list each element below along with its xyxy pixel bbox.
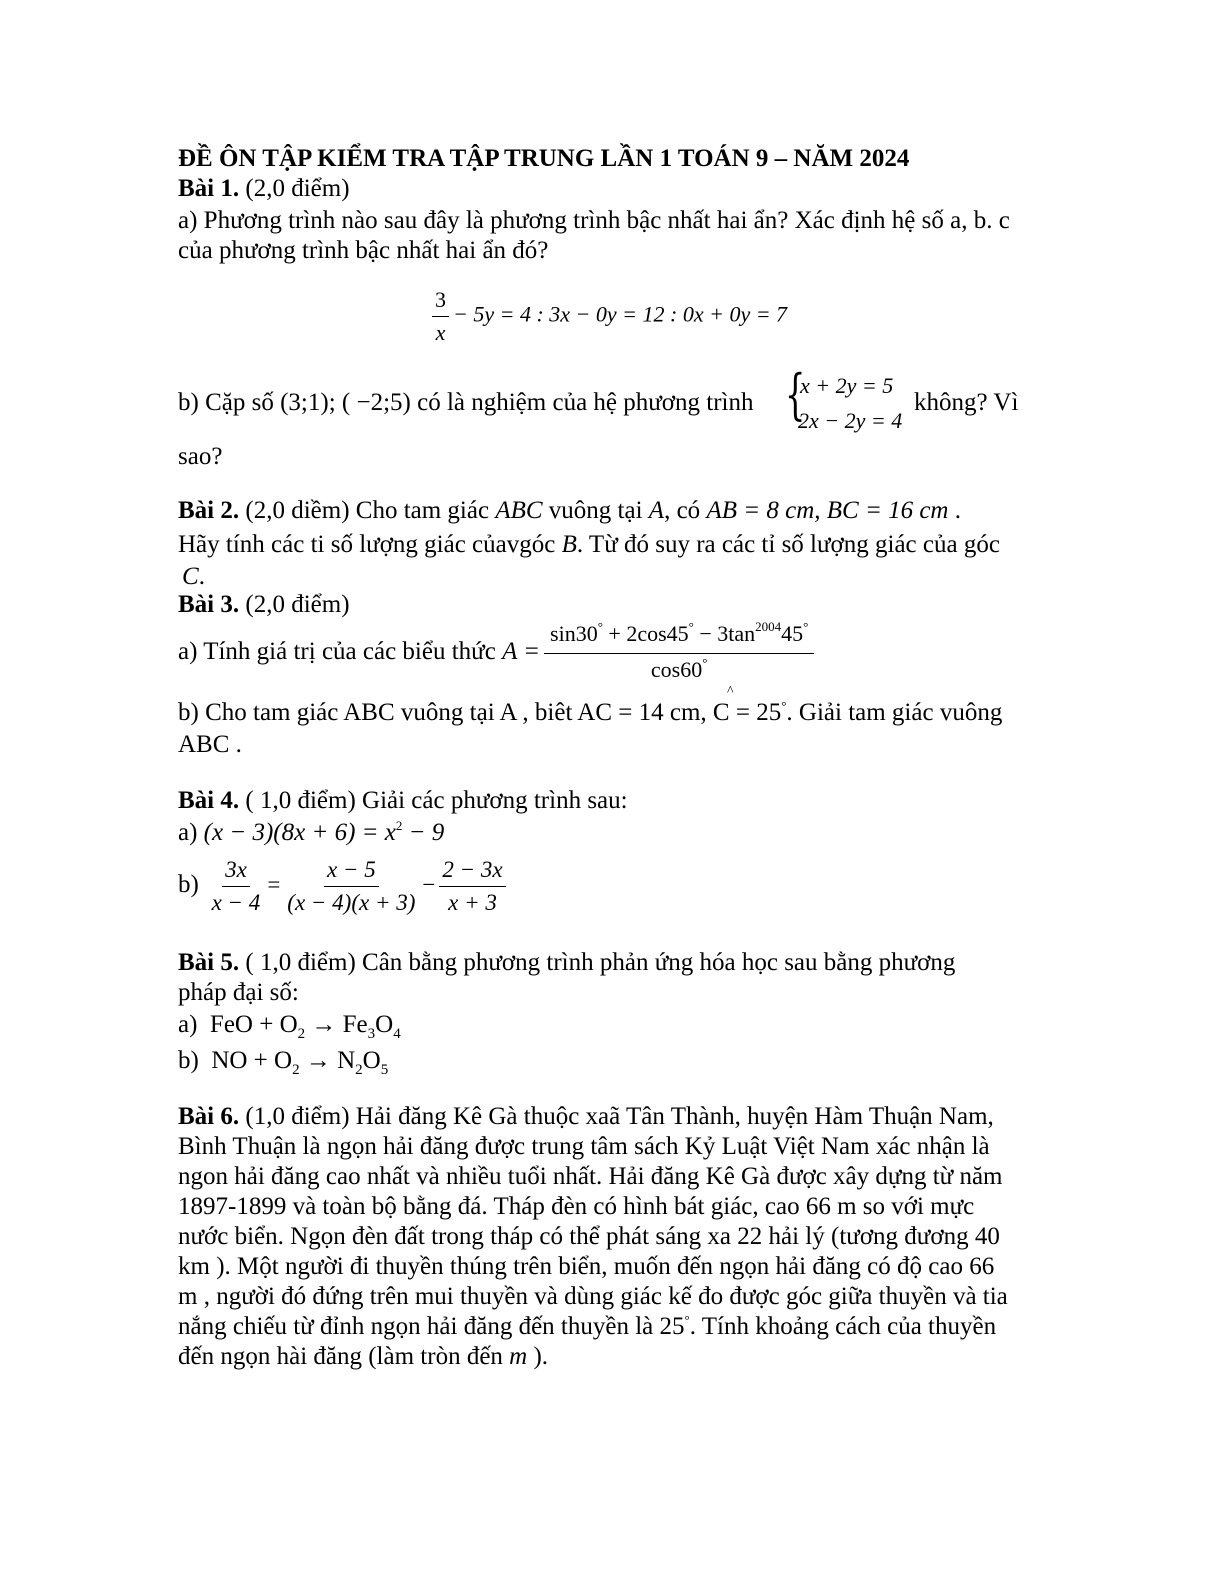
bai5-line1: Bài 5. ( 1,0 điểm) Cân bằng phương trình phản ứng hóa học sau bằng phương bbox=[178, 949, 956, 976]
bai4-b: b) $\frac{3x}{x - 4}$ = $\frac{x - 5}{(x - 4)(x + 3)}$ − $\frac{2 - 3x}{x + 3}$ bbox=[178, 856, 510, 917]
bai5-a: a) FeO + $O_2 \to Fe_3O_4$ bbox=[178, 1011, 401, 1042]
bai2-line3: C. bbox=[182, 563, 205, 590]
fraction-2: $\frac{x - 5}{(x - 4)(x + 3)}$ bbox=[287, 857, 416, 915]
bai6-line8: nắng chiếu từ đỉnh ngọn hải đăng đến thuyền là 25°. Tính khoảng cách của thuyền bbox=[178, 1312, 997, 1340]
bai6-line6: km ). Một người đi thuyền thúng trên biển, muốn đến ngọn hải đăng có độ cao 66 bbox=[178, 1253, 995, 1280]
bai6-line9: đến ngọn hài đăng (làm tròn đến m ). bbox=[178, 1343, 549, 1370]
system-brace: { bbox=[784, 363, 806, 426]
bai1-b-line2: sao? bbox=[178, 443, 223, 470]
bai1-b-question: không? Vì bbox=[914, 389, 1019, 416]
bai1-b-line1: b) Cặp số (3;1); ( −2;5) có là nghiệm của hệ phương trình bbox=[178, 389, 754, 416]
fraction-1: $\frac{3x}{x - 4}$ bbox=[211, 857, 261, 915]
bai6-line7: m , người đó đứng trên mui thuyền và dùng giác kế đo được góc giữa thuyền và tia bbox=[178, 1283, 1008, 1310]
bai2-line1: Bài 2. (2,0 diềm) Cho tam giác ABC vuông tại A, có AB = 8 cm, BC = 16 cm . bbox=[178, 497, 961, 524]
bai6-line4: 1897-1899 và toàn bộ bằng đá. Tháp đèn có hình bát giác, cao 66 m so với mực bbox=[178, 1193, 975, 1220]
bai1-a-line1: a) Phương trình nào sau đây là phương trình bậc nhất hai ẩn? Xác định hệ số a, b. c bbox=[178, 207, 1010, 234]
bai3-a: a) Tính giá trị của các biểu thức A = $\frac{\sin 30^\circ + 2\cos 45^\circ - 3\tan^{2004}45^\circ}{\cos 60^\circ}$ bbox=[178, 620, 818, 687]
fraction: $\frac{3}{x}$ bbox=[432, 286, 449, 347]
bai1-a-line2: của phương trình bậc nhất hai ẩn đó? bbox=[178, 237, 549, 264]
bai3-b-line2: ABC . bbox=[178, 731, 242, 758]
bai4-header: Bài 4. ( 1,0 điểm) Giải các phương trình sau: bbox=[178, 787, 628, 814]
system-eq-2: 2x − 2y = 4 bbox=[798, 408, 903, 433]
angle-hat: ^ bbox=[727, 684, 734, 699]
bai6-line2: Bình Thuận là ngọn hải đăng được trung tâm sách Kỷ Luật Việt Nam xác nhận là bbox=[178, 1133, 990, 1160]
bai3-header: Bài 3. (2,0 điểm) bbox=[178, 591, 350, 618]
bai6-line5: nước biển. Ngọn đèn đất trong tháp có thể phát sáng xa 22 hải lý (tương đương 40 bbox=[178, 1223, 1000, 1250]
expression-fraction: $\frac{\sin 30^\circ + 2\cos 45^\circ - 3\tan^{2004}45^\circ}{\cos 60^\circ}$ bbox=[544, 620, 814, 687]
bai4-a: a) $(x - 3)(8x + 6) = x^2 - 9$ bbox=[178, 818, 445, 846]
bai1-equations: $\frac{3}{x}$ − 5y = 4 : 3x − 0y = 12 : 0x + 0y = 7 bbox=[428, 286, 787, 347]
bai6-line1: Bài 6. (1,0 điểm) Hải đăng Kê Gà thuộc xaã Tân Thành, huyện Hàm Thuận Nam, bbox=[178, 1103, 994, 1130]
bai3-b-line1: b) Cho tam giác ABC vuông tại A , biêt AC = 14 cm, C = 25°. Giải tam giác vuông bbox=[178, 698, 1003, 726]
bai2-line2: Hãy tính các ti số lượng giác củavgóc B. Từ đó suy ra các tỉ số lượng giác của góc bbox=[178, 531, 1000, 558]
page-title: ĐỀ ÔN TẬP KIỂM TRA TẬP TRUNG LẦN 1 TOÁN 9 – NĂM 2024 bbox=[178, 145, 910, 172]
fraction-3: $\frac{2 - 3x}{x + 3}$ bbox=[439, 856, 505, 917]
bai1-header: Bài 1. (2,0 điểm) bbox=[178, 175, 350, 202]
bai5-line2: pháp đại số: bbox=[178, 979, 299, 1006]
bai6-line3: ngon hải đăng cao nhất và nhiều tuổi nhất. Hải đăng Kê Gà được xây dựng từ năm bbox=[178, 1163, 1003, 1190]
system-eq-1: x + 2y = 5 bbox=[800, 373, 894, 398]
bai5-b: b) NO + $O_2 \to N_2O_5$ bbox=[178, 1047, 389, 1078]
